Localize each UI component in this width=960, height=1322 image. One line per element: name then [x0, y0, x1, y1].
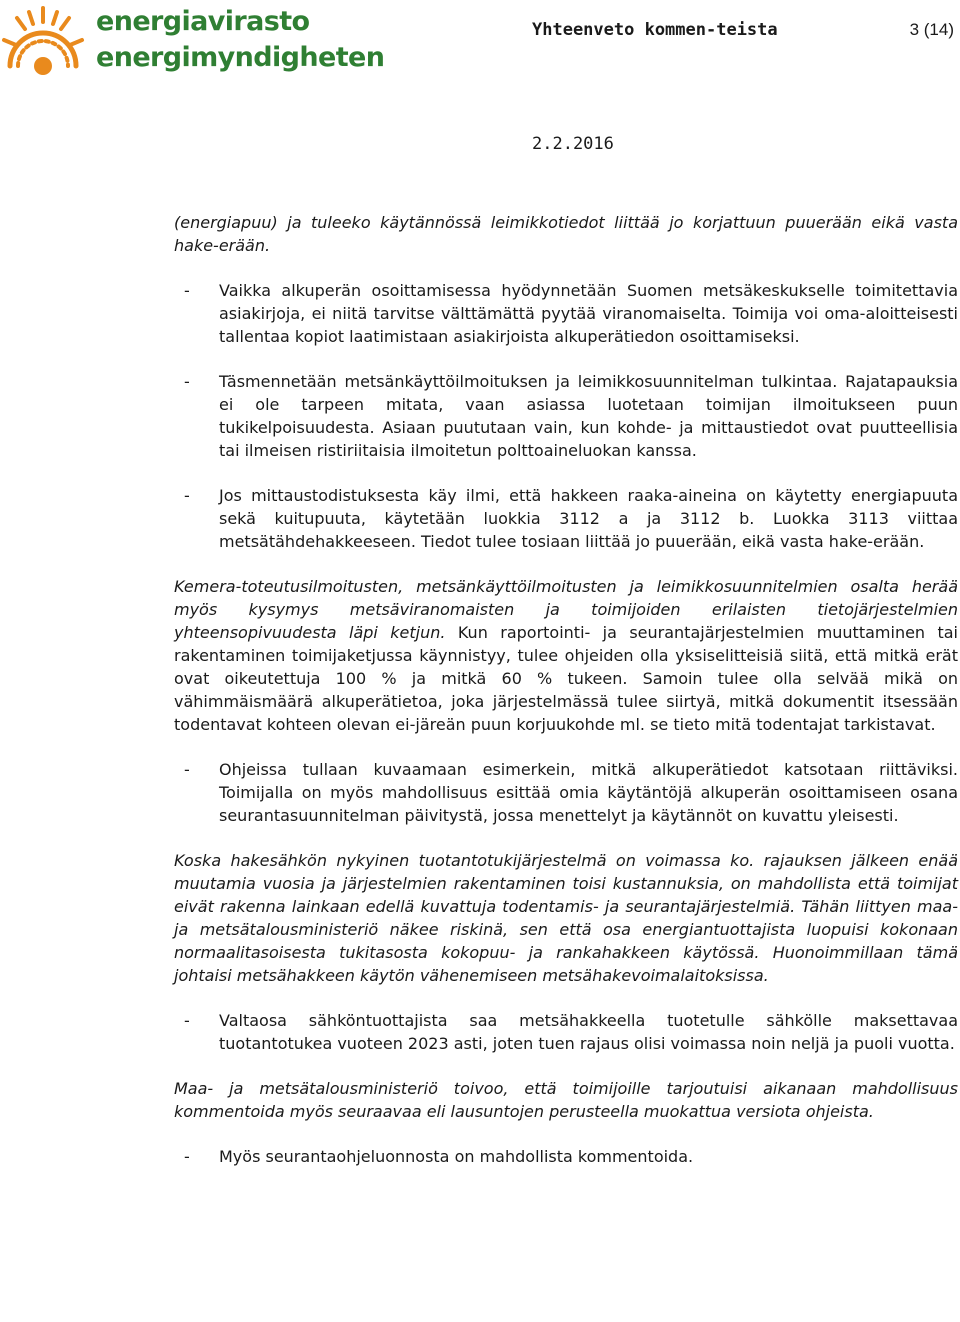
bullet-text: Valtaosa sähköntuottajista saa metsähakkeella tuotetulle sähkölle maksettavaa tuotantotukea vuoteen 2023 asti, joten tuen rajaus olisi voimassa noin neljä ja puoli vuotta.: [219, 1011, 958, 1053]
document-body: [174, 211, 958, 1168]
agency-logo: [0, 4, 385, 76]
bullet-text: Ohjeissa tullaan kuvaamaan esimerkein, mitkä alkuperätiedot katsotaan riittäviksi. Toimijalla on myös mahdollisuus esittää omia käytäntöjä alkuperän osoittamiseen osana seurantasuunnitelman päivitystä, jossa menettelyt ja käytännöt on kuvattu yleisesti.: [219, 760, 958, 825]
bullet-dash: -: [184, 281, 190, 300]
paragraph-italic: Koska hakesähkön nykyinen tuotantotukijärjestelmä on voimassa ko. rajauksen jälkeen enää muutamia vuosia ja järjestelmien rakentaminen toisi kustannuksia, on mahdollista että toimijat eivät rakenna lainkaan edellä kuvattuja todentamis- ja seurantajärjestelmiä. Tähän liittyen maa-ja metsätalousministeriö näkee riskinä, sen että osa energiantuottajista luopuisi kokonaan normaalitasoisesta tukitasosta kokopuu- ja rankahakkeen käytössä. Huonoimmillaan tämä johtaisi metsähakkeen käytön vähenemiseen metsähakevoimalaitoksissa.: [174, 851, 958, 985]
sun-logo-icon: [0, 4, 86, 76]
document-title: Yhteenveto kommen-teista: [532, 20, 778, 40]
bullet-item: [174, 1145, 958, 1168]
bullet-item: [174, 370, 958, 462]
paragraph-normal: Kun raportointi- ja seurantajärjestelmien muuttaminen tai rakentaminen toimijaketjussa käynnistyy, tulee ohjeiden olla yksiselitteisiä siitä, että mitkä erät ovat oikeutettuja 100 % ja mitkä 60 % tukeen. Samoin tulee olla selvää mikä on vähimmäismäärä alkuperätietoa, joka järjestelmässä tulee siirtyä, mitkä dokumentit itsessään todentavat kohteen olevan ei-järeän puun korjuukohde ml. se tieto mitä todentajat tarkistavat.: [174, 623, 958, 734]
bullet-item: [174, 758, 958, 827]
bullet-dash: -: [184, 486, 190, 505]
bullet-text: Täsmennetään metsänkäyttöilmoituksen ja leimikkosuunnitelman tulkintaa. Rajatapauksia ei ole tarpeen mitata, vaan asiassa luotetaan toimijan ilmoitukseen puun tukikelpoisuudesta. Asiaan puututaan vain, kun kohde- ja mittaustiedot ovat puutteellisia tai ilmeisen ristiriitaisia ilmoitetun polttoaineluokan kanssa.: [219, 372, 958, 460]
bullet-dash: -: [184, 1147, 190, 1166]
bullet-dash: -: [184, 1011, 190, 1030]
bullet-item: [174, 1009, 958, 1055]
bullet-item: [174, 484, 958, 553]
intro-continuation: (energiapuu) ja tuleeko käytännössä leimikkotiedot liittää jo korjattuun puuerään eikä vasta hake-erään.: [174, 213, 958, 255]
bullet-dash: -: [184, 372, 190, 391]
paragraph-italic: Maa- ja metsätalousministeriö toivoo, että toimijoille tarjoutuisi aikanaan mahdollisuus kommentoida myös seuraavaa eli lausuntojen perusteella muokattua versiota ohjeista.: [174, 1079, 958, 1121]
bullet-text: Myös seurantaohjeluonnosta on mahdollista kommentoida.: [219, 1147, 694, 1166]
bullet-item: [174, 279, 958, 348]
bullet-text: Vaikka alkuperän osoittamisessa hyödynnetään Suomen metsäkeskukselle toimitettavia asiakirjoja, ei niitä tarvitse välttämättä pyytää viranomaiselta. Toimija voi oma-aloitteisesti tallentaa kopiot laatimistaan asiakirjoista alkuperätiedon osoittamiseksi.: [219, 281, 958, 346]
bullet-dash: -: [184, 760, 190, 779]
bullet-text: Jos mittaustodistuksesta käy ilmi, että hakkeen raaka-aineina on käytetty energiapuuta sekä kuitupuuta, käytetään luokkia 3112 a ja 3112 b. Luokka 3113 viittaa metsätähdehakkeeseen. Tiedot tulee tosiaan liittää jo puuerään, eikä vasta hake-erään.: [219, 486, 958, 551]
page-number: 3 (14): [909, 20, 954, 39]
document-date: 2.2.2016: [532, 134, 614, 154]
logo-text-finnish: energiavirasto: [96, 6, 310, 37]
logo-text-swedish: energimyndigheten: [96, 42, 385, 73]
page-header: [0, 0, 960, 160]
paragraph: [174, 575, 958, 736]
paragraph-italic: Kemera-toteutusilmoitusten, metsänkäyttöilmoitusten ja leimikkosuunnitelmien osalta herää myös kysymys metsäviranomaisten ja toimijoiden erilaisten tietojärjestelmien yhteensopivuudesta läpi ketjun.: [174, 577, 958, 642]
